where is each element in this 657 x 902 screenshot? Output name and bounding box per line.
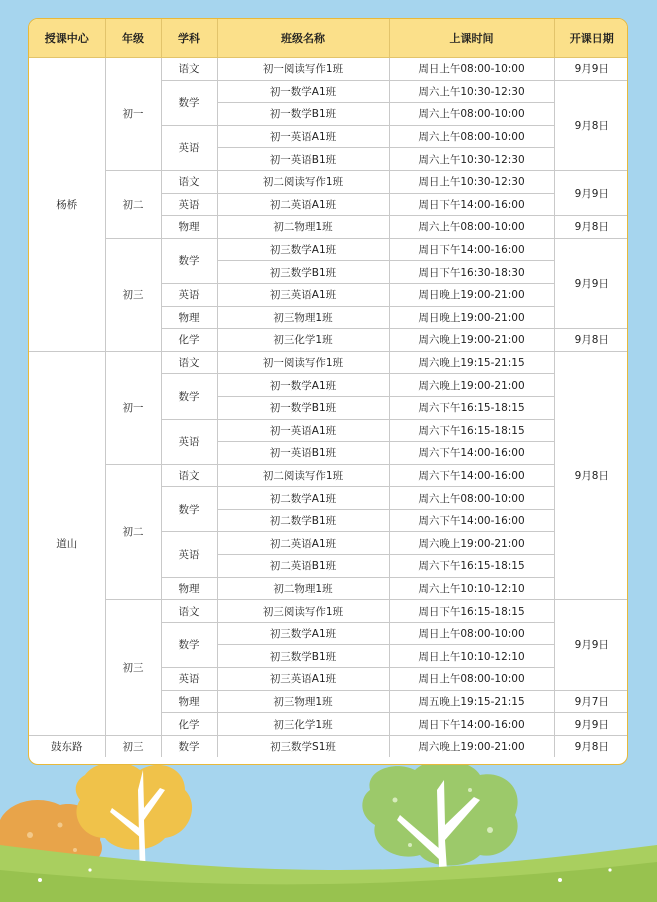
start-date-cell: 9月9日	[554, 713, 628, 736]
class-name-cell: 初二英语A1班	[217, 532, 389, 555]
header-grade: 年级	[105, 19, 161, 58]
start-date-cell: 9月8日	[554, 351, 628, 600]
table-row	[29, 170, 628, 193]
class-name-cell: 初二英语A1班	[217, 193, 389, 216]
subject-cell: 英语	[161, 283, 217, 306]
table-header-row	[29, 19, 628, 58]
class-name-cell: 初三物理1班	[217, 306, 389, 329]
class-name-cell: 初一数学A1班	[217, 80, 389, 103]
grade-cell: 初二	[105, 170, 161, 238]
class-time-cell: 周六上午10:30-12:30	[389, 148, 554, 171]
subject-cell: 英语	[161, 532, 217, 577]
start-date-cell: 9月9日	[554, 600, 628, 690]
subject-cell: 语文	[161, 170, 217, 193]
class-time-cell: 周六下午16:15-18:15	[389, 419, 554, 442]
class-name-cell: 初二数学B1班	[217, 509, 389, 532]
class-name-cell: 初三化学1班	[217, 713, 389, 736]
class-time-cell: 周六晚上19:00-21:00	[389, 329, 554, 352]
class-time-cell: 周六上午08:00-10:00	[389, 487, 554, 510]
start-date-cell: 9月9日	[554, 238, 628, 328]
class-time-cell: 周六上午10:10-12:10	[389, 577, 554, 600]
class-time-cell: 周六上午08:00-10:00	[389, 125, 554, 148]
subject-cell: 物理	[161, 216, 217, 239]
class-time-cell: 周六晚上19:15-21:15	[389, 351, 554, 374]
class-name-cell: 初三阅读写作1班	[217, 600, 389, 623]
subject-cell: 语文	[161, 600, 217, 623]
class-name-cell: 初二阅读写作1班	[217, 170, 389, 193]
class-name-cell: 初一阅读写作1班	[217, 58, 389, 81]
class-time-cell: 周日下午14:00-16:00	[389, 713, 554, 736]
start-date-cell: 9月7日	[554, 690, 628, 713]
class-time-cell: 周六上午08:00-10:00	[389, 103, 554, 126]
table-row	[29, 600, 628, 623]
grade-cell: 初三	[105, 735, 161, 757]
class-time-cell: 周五晚上19:15-21:15	[389, 690, 554, 713]
header-center: 授课中心	[29, 19, 105, 58]
subject-cell: 语文	[161, 58, 217, 81]
subject-cell: 数学	[161, 622, 217, 667]
table-row	[29, 464, 628, 487]
class-time-cell: 周六下午14:00-16:00	[389, 509, 554, 532]
start-date-cell: 9月8日	[554, 735, 628, 757]
class-name-cell: 初二物理1班	[217, 216, 389, 239]
header-class-name: 班级名称	[217, 19, 389, 58]
subject-cell: 物理	[161, 690, 217, 713]
schedule-table	[29, 19, 628, 757]
subject-cell: 英语	[161, 419, 217, 464]
grade-cell: 初一	[105, 58, 161, 171]
class-time-cell: 周六上午10:30-12:30	[389, 80, 554, 103]
grade-cell: 初二	[105, 464, 161, 600]
class-name-cell: 初三数学A1班	[217, 622, 389, 645]
class-time-cell: 周六下午14:00-16:00	[389, 442, 554, 465]
class-time-cell: 周日晚上19:00-21:00	[389, 283, 554, 306]
class-name-cell: 初二阅读写作1班	[217, 464, 389, 487]
table-body	[29, 58, 628, 758]
class-time-cell: 周日下午14:00-16:00	[389, 193, 554, 216]
class-time-cell: 周六晚上19:00-21:00	[389, 532, 554, 555]
class-time-cell: 周日下午16:15-18:15	[389, 600, 554, 623]
grade-cell: 初一	[105, 351, 161, 464]
table-row	[29, 351, 628, 374]
class-name-cell: 初三数学B1班	[217, 261, 389, 284]
subject-cell: 英语	[161, 193, 217, 216]
class-time-cell: 周日上午08:00-10:00	[389, 58, 554, 81]
center-cell: 道山	[29, 351, 105, 735]
class-name-cell: 初一英语B1班	[217, 148, 389, 171]
grade-cell: 初三	[105, 600, 161, 736]
class-time-cell: 周六晚上19:00-21:00	[389, 735, 554, 757]
header-start-date: 开课日期	[554, 19, 628, 58]
subject-cell: 数学	[161, 735, 217, 757]
class-time-cell: 周六下午14:00-16:00	[389, 464, 554, 487]
class-name-cell: 初三数学B1班	[217, 645, 389, 668]
class-time-cell: 周日上午08:00-10:00	[389, 622, 554, 645]
subject-cell: 数学	[161, 80, 217, 125]
class-name-cell: 初一阅读写作1班	[217, 351, 389, 374]
start-date-cell: 9月9日	[554, 58, 628, 81]
class-name-cell: 初一英语A1班	[217, 419, 389, 442]
class-time-cell: 周六下午16:15-18:15	[389, 396, 554, 419]
start-date-cell: 9月8日	[554, 80, 628, 170]
table-row	[29, 58, 628, 81]
subject-cell: 数学	[161, 487, 217, 532]
class-name-cell: 初三物理1班	[217, 690, 389, 713]
start-date-cell: 9月8日	[554, 216, 628, 239]
class-time-cell: 周六上午08:00-10:00	[389, 216, 554, 239]
class-name-cell: 初三数学S1班	[217, 735, 389, 757]
class-name-cell: 初三化学1班	[217, 329, 389, 352]
subject-cell: 数学	[161, 374, 217, 419]
class-time-cell: 周日上午08:00-10:00	[389, 668, 554, 691]
header-subject: 学科	[161, 19, 217, 58]
class-time-cell: 周日下午14:00-16:00	[389, 238, 554, 261]
class-name-cell: 初一英语B1班	[217, 442, 389, 465]
class-name-cell: 初二物理1班	[217, 577, 389, 600]
table-row	[29, 238, 628, 261]
class-name-cell: 初一英语A1班	[217, 125, 389, 148]
subject-cell: 物理	[161, 577, 217, 600]
table-row	[29, 735, 628, 757]
class-time-cell: 周六下午16:15-18:15	[389, 555, 554, 578]
class-time-cell: 周日上午10:30-12:30	[389, 170, 554, 193]
grade-cell: 初三	[105, 238, 161, 351]
class-name-cell: 初一数学B1班	[217, 103, 389, 126]
class-name-cell: 初二数学A1班	[217, 487, 389, 510]
subject-cell: 化学	[161, 713, 217, 736]
class-name-cell: 初三数学A1班	[217, 238, 389, 261]
class-time-cell: 周日晚上19:00-21:00	[389, 306, 554, 329]
subject-cell: 语文	[161, 351, 217, 374]
center-cell: 鼓东路	[29, 735, 105, 757]
subject-cell: 语文	[161, 464, 217, 487]
class-time-cell: 周六晚上19:00-21:00	[389, 374, 554, 397]
header-time: 上课时间	[389, 19, 554, 58]
class-name-cell: 初三英语A1班	[217, 668, 389, 691]
subject-cell: 数学	[161, 238, 217, 283]
class-time-cell: 周日上午10:10-12:10	[389, 645, 554, 668]
class-name-cell: 初一数学B1班	[217, 396, 389, 419]
class-name-cell: 初三英语A1班	[217, 283, 389, 306]
subject-cell: 物理	[161, 306, 217, 329]
center-cell: 杨桥	[29, 58, 105, 352]
class-name-cell: 初二英语B1班	[217, 555, 389, 578]
schedule-table-card	[28, 18, 628, 765]
class-name-cell: 初一数学A1班	[217, 374, 389, 397]
start-date-cell: 9月8日	[554, 329, 628, 352]
start-date-cell: 9月9日	[554, 170, 628, 215]
subject-cell: 英语	[161, 125, 217, 170]
subject-cell: 英语	[161, 668, 217, 691]
subject-cell: 化学	[161, 329, 217, 352]
class-time-cell: 周日下午16:30-18:30	[389, 261, 554, 284]
